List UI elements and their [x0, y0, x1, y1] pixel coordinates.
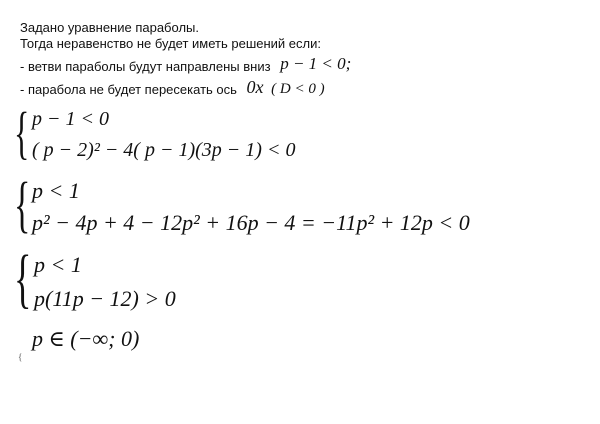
- condition-2-text: - парабола не будет пересекать ось: [20, 82, 237, 97]
- system-1-row-1: p − 1 < 0: [32, 108, 109, 130]
- system-3-row-2: p(11p − 12) > 0: [34, 286, 176, 311]
- stray-mark: {: [18, 352, 23, 362]
- system-1-row-2: ( p − 2)² − 4( p − 1)(3p − 1) < 0: [32, 139, 296, 161]
- condition-2-paren: ( D < 0 ): [271, 81, 325, 97]
- system-3-row-1: p < 1: [34, 252, 82, 277]
- system-2-row-1: p < 1: [32, 178, 80, 203]
- condition-1-text: - ветви параболы будут направлены вниз: [20, 59, 271, 74]
- system-3-brace: {: [14, 242, 32, 315]
- intro-line-2: Тогда неравенство не будет иметь решений если:: [20, 36, 321, 51]
- system-1-brace: {: [14, 100, 30, 165]
- intro-line-1: Задано уравнение параболы.: [20, 20, 199, 35]
- condition-no-intersection: [20, 77, 325, 98]
- system-2-brace: {: [14, 171, 31, 239]
- condition-1-math: p − 1 < 0;: [280, 54, 352, 73]
- condition-2-axis: 0x: [246, 77, 264, 97]
- answer: p ∈ (−∞; 0): [32, 326, 140, 351]
- system-2-row-2: p² − 4p + 4 − 12p² + 16p − 4 = −11p² + 12p < 0: [32, 210, 470, 235]
- condition-branches-down: [20, 54, 352, 74]
